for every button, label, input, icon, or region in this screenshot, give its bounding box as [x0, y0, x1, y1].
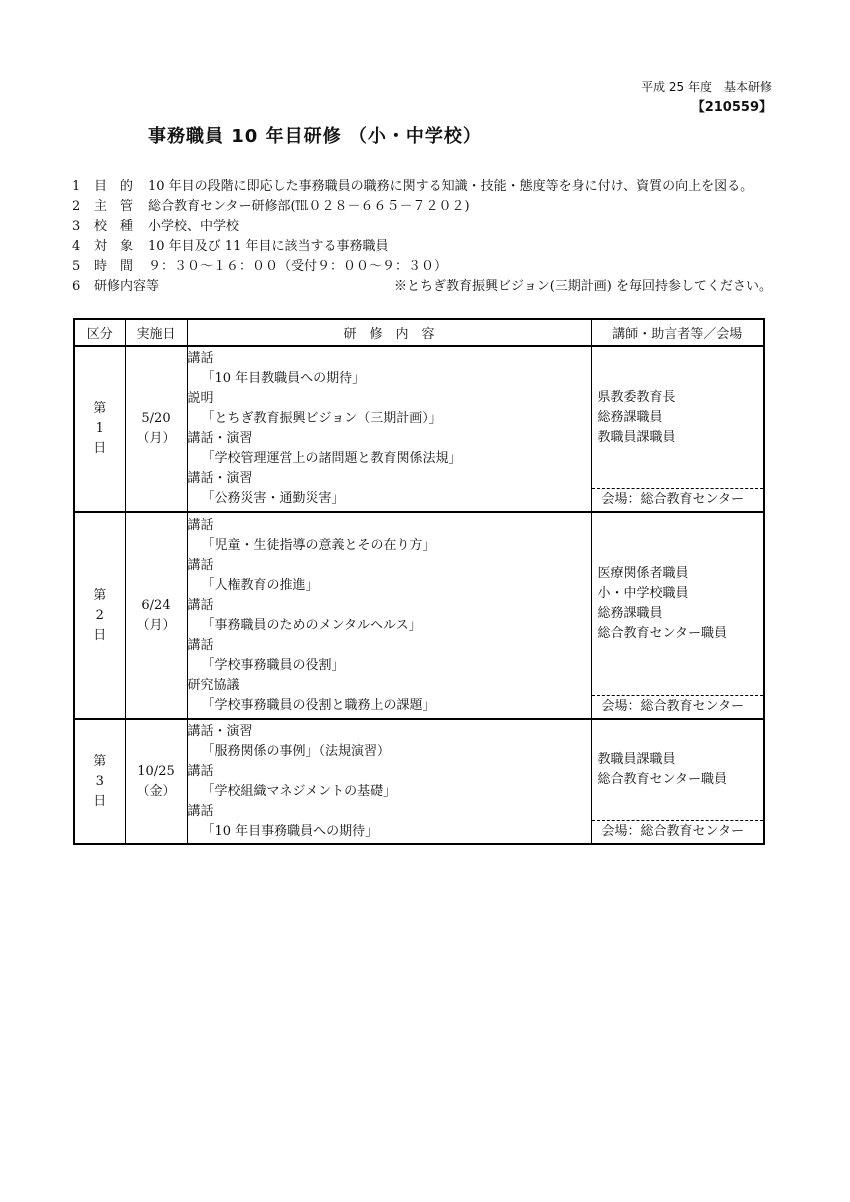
- session-type: 講話: [187, 763, 214, 779]
- header-kubun: 区分: [74, 319, 125, 346]
- item-value: 10 年目の段階に即応した事務職員の職務に関する知識・技能・態度等を身に付け、資質の向上を図る。: [148, 179, 754, 194]
- session-topic: 「10 年目事務職員への期待」: [201, 823, 379, 839]
- item-label: 目 的: [94, 179, 134, 194]
- item-number: 1: [72, 179, 81, 194]
- session-type: 講話: [187, 557, 214, 573]
- day-label-char: 3: [95, 773, 104, 789]
- header-date: 実施日: [125, 319, 187, 346]
- instructor-name: 総合教育センター職員: [597, 626, 727, 641]
- session-type: 講話: [187, 517, 214, 533]
- day-label-char: 2: [95, 607, 104, 623]
- session-date: [125, 512, 187, 719]
- instructor-list: [592, 720, 764, 820]
- session-date: [125, 719, 187, 844]
- page-title: 事務職員 10 年目研修 （小・中学校）: [148, 126, 482, 147]
- session-type: 講話: [187, 597, 214, 613]
- overview-item: [72, 237, 772, 257]
- item-number: 5: [72, 259, 81, 274]
- table-row: [74, 512, 764, 719]
- session-topic: 「児童・生徒指導の意義とその在り方」: [201, 537, 436, 553]
- session-topic: 「公務災害・通勤災害」: [201, 491, 345, 506]
- session-topic: 「服務関係の事例」（法規演習）: [201, 743, 391, 759]
- table-row: [74, 346, 764, 512]
- session-topic: 「人権教育の推進」: [201, 577, 319, 593]
- session-type: 講話・演習: [187, 471, 253, 486]
- item-number: 2: [72, 199, 81, 214]
- instructor-name: 総務課職員: [597, 409, 663, 425]
- session-type: 講話・演習: [187, 431, 253, 446]
- instructor-list: [592, 347, 764, 488]
- overview-item: [72, 277, 772, 297]
- day-label-char: 日: [93, 627, 107, 643]
- item-value: 小学校、中学校: [148, 219, 240, 234]
- date-value: 10/25: [137, 763, 175, 779]
- session-content: [187, 346, 591, 512]
- overview-item: [72, 257, 772, 277]
- venue-label: 会場：総合教育センター: [592, 695, 764, 718]
- instructor-cell: [591, 346, 764, 512]
- day-label-char: 日: [93, 793, 107, 809]
- session-topic: 「学校事務職員の役割」: [201, 657, 345, 673]
- item-value: 10 年目及び 11 年目に該当する事務職員: [148, 239, 389, 254]
- session-content: [187, 719, 591, 844]
- instructor-cell: [591, 512, 764, 719]
- instructor-name: 小・中学校職員: [597, 586, 689, 601]
- instructor-name: 教職員課職員: [597, 752, 676, 767]
- day-label: [74, 719, 125, 844]
- instructor-name: 総務課職員: [597, 606, 663, 621]
- instructor-name: 総合教育センター職員: [597, 772, 727, 787]
- session-date: [125, 346, 187, 512]
- session-topic: 「学校管理運営上の諸問題と教育関係法規」: [201, 451, 462, 466]
- venue-label: 会場：総合教育センター: [592, 820, 764, 843]
- item-label: 対 象: [94, 239, 134, 254]
- day-label-char: 第: [93, 753, 107, 769]
- item-value: ９：３０～１６：００（受付９：００～９：３０）: [148, 259, 448, 274]
- item-label: 主 管: [94, 199, 134, 214]
- header-instructor: 講師・助言者等／会場: [591, 319, 764, 346]
- day-label-char: 1: [95, 421, 104, 436]
- item-value: 総合教育センター研修部(℡０２８－６６５－７２０２): [148, 199, 470, 214]
- instructor-name: 教職員課職員: [597, 429, 676, 445]
- item-number: 3: [72, 219, 81, 234]
- session-type: 講話: [187, 351, 214, 366]
- schedule-table: [73, 318, 765, 845]
- weekday-value: （金）: [136, 783, 176, 799]
- date-value: 6/24: [141, 597, 171, 613]
- year-course-label: 平成 25 年度 基本研修: [641, 80, 772, 94]
- session-topic: 「学校事務職員の役割と職務上の課題」: [201, 697, 436, 713]
- instructor-name: 医療関係者職員: [597, 566, 689, 581]
- session-topic: 「事務職員のためのメンタルヘルス」: [201, 617, 422, 633]
- session-type: 講話・演習: [187, 723, 253, 739]
- overview-item: [72, 217, 772, 237]
- instructor-name: 県教委教育長: [597, 389, 676, 405]
- session-topic: 「10 年目教職員への期待」: [201, 371, 366, 386]
- weekday-value: （月）: [136, 617, 176, 633]
- item-number: 6: [72, 279, 81, 294]
- item-number: 4: [72, 239, 81, 254]
- instructor-cell: [591, 719, 764, 844]
- venue-label: 会場：総合教育センター: [592, 488, 764, 511]
- instructor-list: [592, 513, 764, 695]
- day-label-char: 第: [93, 401, 107, 416]
- session-type: 説明: [187, 391, 214, 406]
- session-type: 研究協議: [187, 677, 240, 693]
- session-type: 講話: [187, 803, 214, 819]
- date-value: 5/20: [141, 411, 171, 426]
- session-content: [187, 512, 591, 719]
- session-type: 講話: [187, 637, 214, 653]
- day-label-char: 第: [93, 587, 107, 603]
- item-label: 時 間: [94, 259, 134, 274]
- item-label: 校 種: [94, 219, 134, 234]
- header-content: 研 修 内 容: [187, 319, 591, 346]
- item-note: ※とちぎ教育振興ビジョン(三期計画) を毎回持参してください。: [393, 279, 772, 294]
- item-label: 研修内容等: [94, 279, 160, 294]
- course-code: 【210559】: [691, 100, 772, 115]
- weekday-value: （月）: [136, 431, 176, 446]
- overview-list: [72, 177, 772, 297]
- table-header-row: [74, 319, 764, 346]
- session-topic: 「学校組織マネジメントの基礎」: [201, 783, 397, 799]
- overview-item: [72, 197, 772, 217]
- day-label-char: 日: [93, 441, 107, 456]
- day-label: [74, 346, 125, 512]
- overview-item: [72, 177, 772, 197]
- session-topic: 「とちぎ教育振興ビジョン（三期計画）」: [201, 411, 442, 426]
- day-label: [74, 512, 125, 719]
- table-row: [74, 719, 764, 844]
